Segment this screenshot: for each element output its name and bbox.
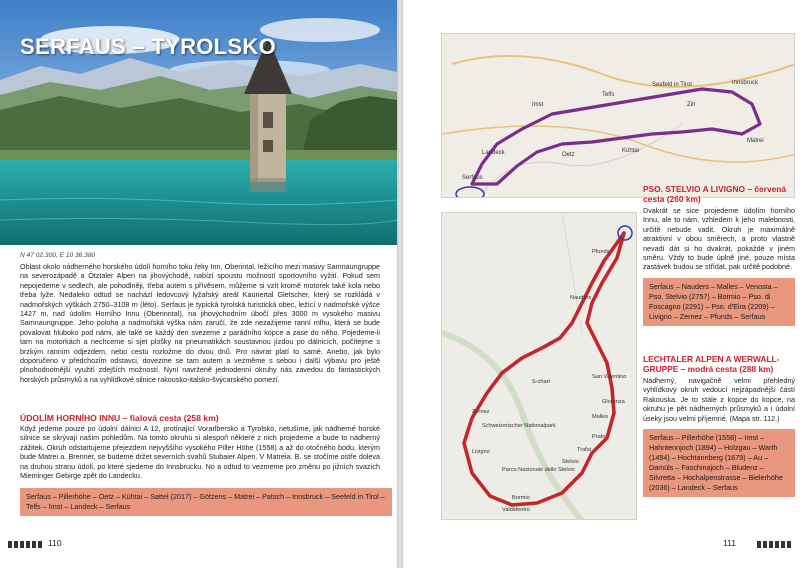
map-label: Matrei (747, 138, 764, 144)
purple-route-itinerary: Serfaus – Pillerhöhe – Oetz – Kühtai – Sattel (2017) – Götzens – Matrei – Patsch – Innsbruck – Seefeld in Tirol – Telfs – Imst – Landeck – Serfaus (20, 488, 392, 516)
page-title: SERFAUS – TYROLSKO (20, 34, 276, 59)
section-heading-red-route: PSO. STELVIO A LIVIGNO – červená cesta (260 km) (643, 184, 787, 204)
map-red-route-graphic (442, 213, 637, 520)
map-label: Landeck (482, 150, 505, 156)
blue-route-section (643, 354, 795, 497)
map-label: Parco Nazionale dello Stelvio (502, 467, 575, 473)
map-label: Glorenza (602, 399, 625, 405)
page-number: 110 (48, 538, 62, 548)
section-heading-blue-route: LECHTALER ALPEN A WERWALL-GRUPPE – modrá cesta (288 km) (643, 354, 780, 374)
map-label: Trafoi (577, 447, 592, 453)
map-label: Zirl (687, 102, 696, 108)
map-label: Zernez (472, 409, 490, 415)
red-route-itinerary: Serfaus – Nauders – Malles – Venosta – Pso. Stelvio (2757) – Bormio – Pso. di Foscagno (2291) – Pso. d'Eira (2209) – Livigno – Zernez – Pfunds – Serfaus (643, 278, 795, 326)
map-label: Valdidentro (502, 507, 530, 513)
map-label: Imst (532, 102, 544, 108)
tire-track-icon (8, 540, 44, 549)
intro-paragraph: Oblast okolo nádherného horského údolí horního toku řeky Inn, Oberintal, ležícího mezi masivy Samnaungruppe na severozápadě a Ötztaler Alpen na jihovýchodě, nabízí spoustu možností sportovního vyžití. Pokud sem nepojedeme v sedlech, ale pohodlněji, třeba autem s přívěsem, můžeme si vzít kromě motorek také kola nebo třeba lyže. Nedaleko odtud se nachází ledovcový lyžařský areál Kaunertal Gletscher, který se rozkládá v nadmořských výškách 2750–3108 m (léto). Serfaus je typická tyrolská turistická obec, ležící v nadmořské výšce 1427 m, nad údolím Horního Innu (Oberinntal), na jihovýchodním úbočí přes 3000 m vysokého masivu Samnaungruppe. Jeho poloha a nadmořská výška nám zaručí, že zde nezažijeme ranní mlhu, která se bude povalovat hluboko pod námi, ale také se každý den svezeme z parádního kopce a zase do něho. Pojedeme-li tam na motorkách a nechceme si sjet plošky na pneumatikách soustavnou jízdou po dálnicích, počítejme s brzkým ranním odjezdem, nebo cestu rozložme do dvou dnů. Pro návrat platí to samé. Anebo, jak bylo doporučeno v předchozím odstavci, dovezme se tam autem a vezměme s sebou i další výbavu pro ještě plnohodnotnější využití zdejších možností. Nyní navrženě jednodenní okruhy nás zavedou do fantastických horských průsmyků a na vyhlídkové silnice rakousko-italsko-švýcarského pomezí. (20, 262, 380, 384)
map-label: Seefeld in Tirol (652, 82, 692, 88)
page-number: 111 (723, 538, 736, 548)
map-label: Oetz (562, 152, 575, 158)
map-label: Innsbruck (732, 80, 759, 86)
map-label: Malles (592, 414, 609, 420)
map-label: Schweizerischer Nationalpark (482, 423, 556, 429)
left-page (0, 0, 397, 568)
map-purple-route-graphic (442, 34, 795, 198)
red-route-section (643, 184, 795, 326)
map-label: Livigno (472, 449, 490, 455)
map-label: Stelvio (562, 459, 579, 465)
right-page (403, 0, 800, 568)
blue-route-paragraph: Nádherný, navigačně velmi přehledný vyhlídkový okruh vedoucí nejzápadnější částí Rakouska. Je to stále z kopce do kopce, na okruhu je pět nádherných průsmyků a i údolní úseky jsou velmi příjemné. (Mapa str. 112.) (643, 376, 795, 423)
map-red-route (441, 212, 637, 520)
map-label: Telfs (602, 92, 615, 98)
map-label: Bormio (512, 495, 530, 501)
section-heading-purple-route: ÚDOLÍM HORNÍHO INNU – fialová cesta (258 km) (20, 413, 219, 423)
blue-route-itinerary: Serfaus – Pillerhöhe (1558) – Imst – Hahntennjoch (1894) – Holzgau – Warth (1494) – Hochtannberg (1679) – Au – Damüls – Faschinajoch – Bludenz – Silvretta – Hochalpenstrasse – Bielerhöhe (2036) – Landeck – Serfaus (643, 429, 795, 497)
tire-track-icon (757, 540, 793, 549)
purple-route-paragraph: Když jedeme pouze po údolní dálnici A 12, protínající Vorarlbersko a Tyrolsko, netušíme, jak nádherné horské silnice se skrývají našim pohledům. Na tomto okruhu si alespoň některé z nich projedeme a bude to nádherný zážitek. Okruh odstartujeme přejezdem nejvyššího vysokého Piller Höhe (1558) a až do otočného bodu, kterým bude Matrei a. Brenner, se budeme držet severních svahů Stubaier Alpen. V Matreia. B. se stočíme ostře doleva na druhou stranu údolí, po které sjedeme do Innsbrucku. No a odtud to vezmeme pro změnu po jižních svazích Mieminger Gebirge zpět do Landecku. (20, 424, 380, 481)
map-purple-route (441, 33, 795, 198)
map-label: Kühtai (622, 148, 640, 154)
hero-photo (0, 0, 397, 245)
gps-coordinates: N 47 02.300, E 10 36.380 (20, 252, 96, 259)
map-label: San Valentino (592, 374, 627, 380)
red-route-paragraph: Dvakrát se sice projedeme údolím horního Innu, ale to nám, vzhledem k jeho malebnosti, určitě nebude vadit. Okruh je maximálně atraktivní v obou směrech, a proto vlastně nevadí dát si ho dvakrát, pokaždé v jiném směru. Vždy to bude úplně jiné, pouze místa zastávek budou se střídat, pak určitě podobné. (643, 206, 795, 272)
map-label: Nauders (570, 295, 592, 301)
map-label: Pfunds (592, 249, 610, 255)
map-label: Serfaus (462, 175, 483, 181)
map-label: Prato (592, 434, 606, 440)
map-label: S-charl (532, 379, 550, 385)
